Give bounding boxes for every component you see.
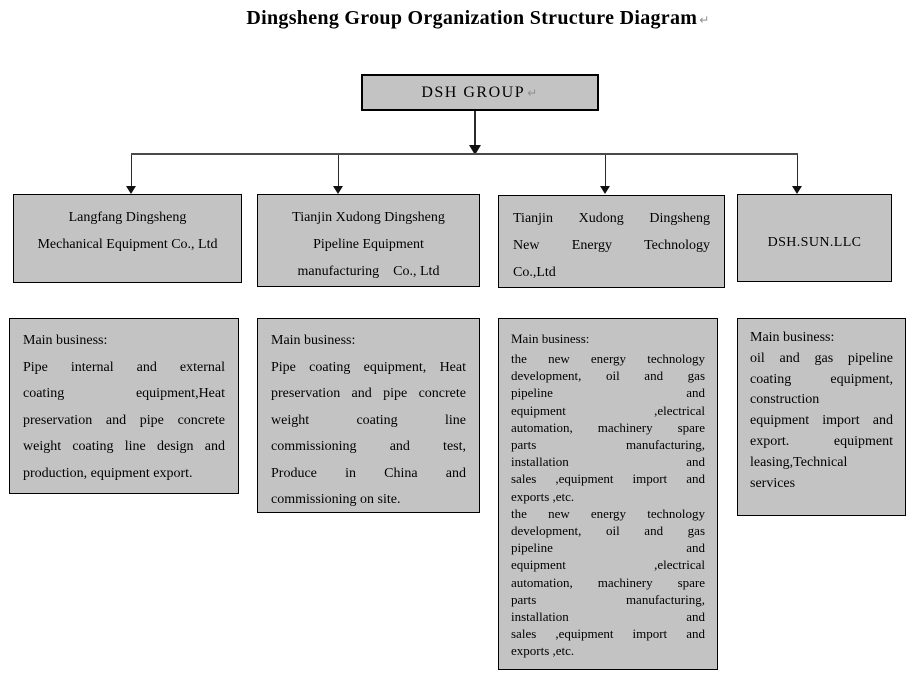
business-heading: Main business: <box>750 330 835 345</box>
business-text-line: equipment ,electrical <box>511 402 705 418</box>
business-text-line: construction <box>750 392 820 408</box>
connector-line <box>605 155 606 186</box>
business-text-line: the new energy technology <box>511 351 705 366</box>
connector-line <box>797 155 798 186</box>
company-name-line: New Energy Technology <box>513 238 710 253</box>
business-text-line: coating equipment, <box>750 371 893 387</box>
business-text-line: the new energy technology <box>511 505 705 521</box>
business-text-line: oil and gas pipeline <box>750 350 893 366</box>
business-text-line: parts manufacturing, <box>511 437 705 453</box>
business-text-line: pipeline and <box>511 385 705 401</box>
arrowhead-down-icon <box>126 186 136 194</box>
business-text-line: development, oil and gas <box>511 523 705 539</box>
business-text-line: parts manufacturing, <box>511 591 705 607</box>
company-name-line: Langfang Dingsheng <box>68 210 187 225</box>
business-text-line: preservation and pipe concrete <box>271 386 466 401</box>
connector-line <box>131 155 132 186</box>
arrowhead-down-icon <box>792 186 802 194</box>
business-text-line: Pipe coating equipment, Heat <box>271 359 466 375</box>
connector-line <box>338 155 339 186</box>
business-node-pipeline-equipment <box>257 318 480 513</box>
business-text-line: pipeline and <box>511 540 705 556</box>
return-mark-icon: ↵ <box>699 13 710 27</box>
business-node-langfang <box>9 318 239 494</box>
arrowhead-down-icon <box>333 186 343 194</box>
business-text-line: automation, machinery spare <box>511 574 705 590</box>
business-heading: Main business: <box>271 333 356 348</box>
page-title <box>40 7 916 30</box>
business-text-line: development, oil and gas <box>511 368 705 384</box>
business-text-line: exports ,etc. <box>511 488 575 504</box>
connector-line <box>474 111 476 145</box>
business-node-dsh-sun-llc <box>737 318 906 516</box>
business-text-line: commissioning and test, <box>271 439 466 454</box>
business-node-new-energy <box>498 318 718 670</box>
business-text-line: production, equipment export. <box>23 465 193 481</box>
company-node-dsh-sun-llc <box>737 194 892 282</box>
company-name-line: manufacturing Co., Ltd <box>297 264 440 279</box>
company-name-line: Tianjin Xudong Dingsheng <box>292 210 445 225</box>
business-text-line: export. equipment <box>750 433 893 449</box>
arrowhead-down-icon <box>600 186 610 194</box>
company-node-pipeline-equipment <box>257 194 480 287</box>
business-text-line: equipment ,electrical <box>511 557 705 573</box>
business-heading: Main business: <box>511 331 590 346</box>
business-text-line: sales ,equipment import and <box>511 626 705 642</box>
business-text-line: coating equipment,Heat <box>23 386 225 401</box>
company-node-langfang <box>13 194 242 283</box>
business-heading: Main business: <box>23 333 108 348</box>
return-mark-icon: ↵ <box>527 85 539 100</box>
business-text-line: installation and <box>511 609 705 625</box>
business-text-line: Produce in China and <box>271 465 466 481</box>
business-text-line: weight coating line design and <box>23 439 225 454</box>
root-node <box>361 74 599 111</box>
business-text-line: commissioning on site. <box>271 492 401 507</box>
business-text-line: leasing,Technical <box>750 454 848 470</box>
business-text-line: installation and <box>511 454 705 470</box>
business-text-line: Pipe internal and external <box>23 359 225 375</box>
company-name-line: Tianjin Xudong Dingsheng <box>513 211 710 226</box>
business-text-line: equipment import and <box>750 413 893 429</box>
business-text-line: weight coating line <box>271 412 466 428</box>
business-text-line: exports ,etc. <box>511 643 575 659</box>
company-name-line: Pipeline Equipment <box>313 237 424 252</box>
business-text-line: preservation and pipe concrete <box>23 412 225 428</box>
business-text-line: sales ,equipment import and <box>511 471 705 487</box>
company-name-line: Mechanical Equipment Co., Ltd <box>37 237 218 252</box>
company-name-line: DSH.SUN.LLC <box>767 235 862 250</box>
business-text-line: automation, machinery spare <box>511 419 705 435</box>
connector-line <box>131 153 798 155</box>
page-title-text: Dingsheng Group Organization Structure Diagram <box>246 7 698 29</box>
business-text-line: services <box>750 475 796 491</box>
company-name-line: Co.,Ltd <box>513 265 556 280</box>
root-node-label: DSH GROUP <box>421 83 526 101</box>
company-node-new-energy <box>498 195 725 288</box>
